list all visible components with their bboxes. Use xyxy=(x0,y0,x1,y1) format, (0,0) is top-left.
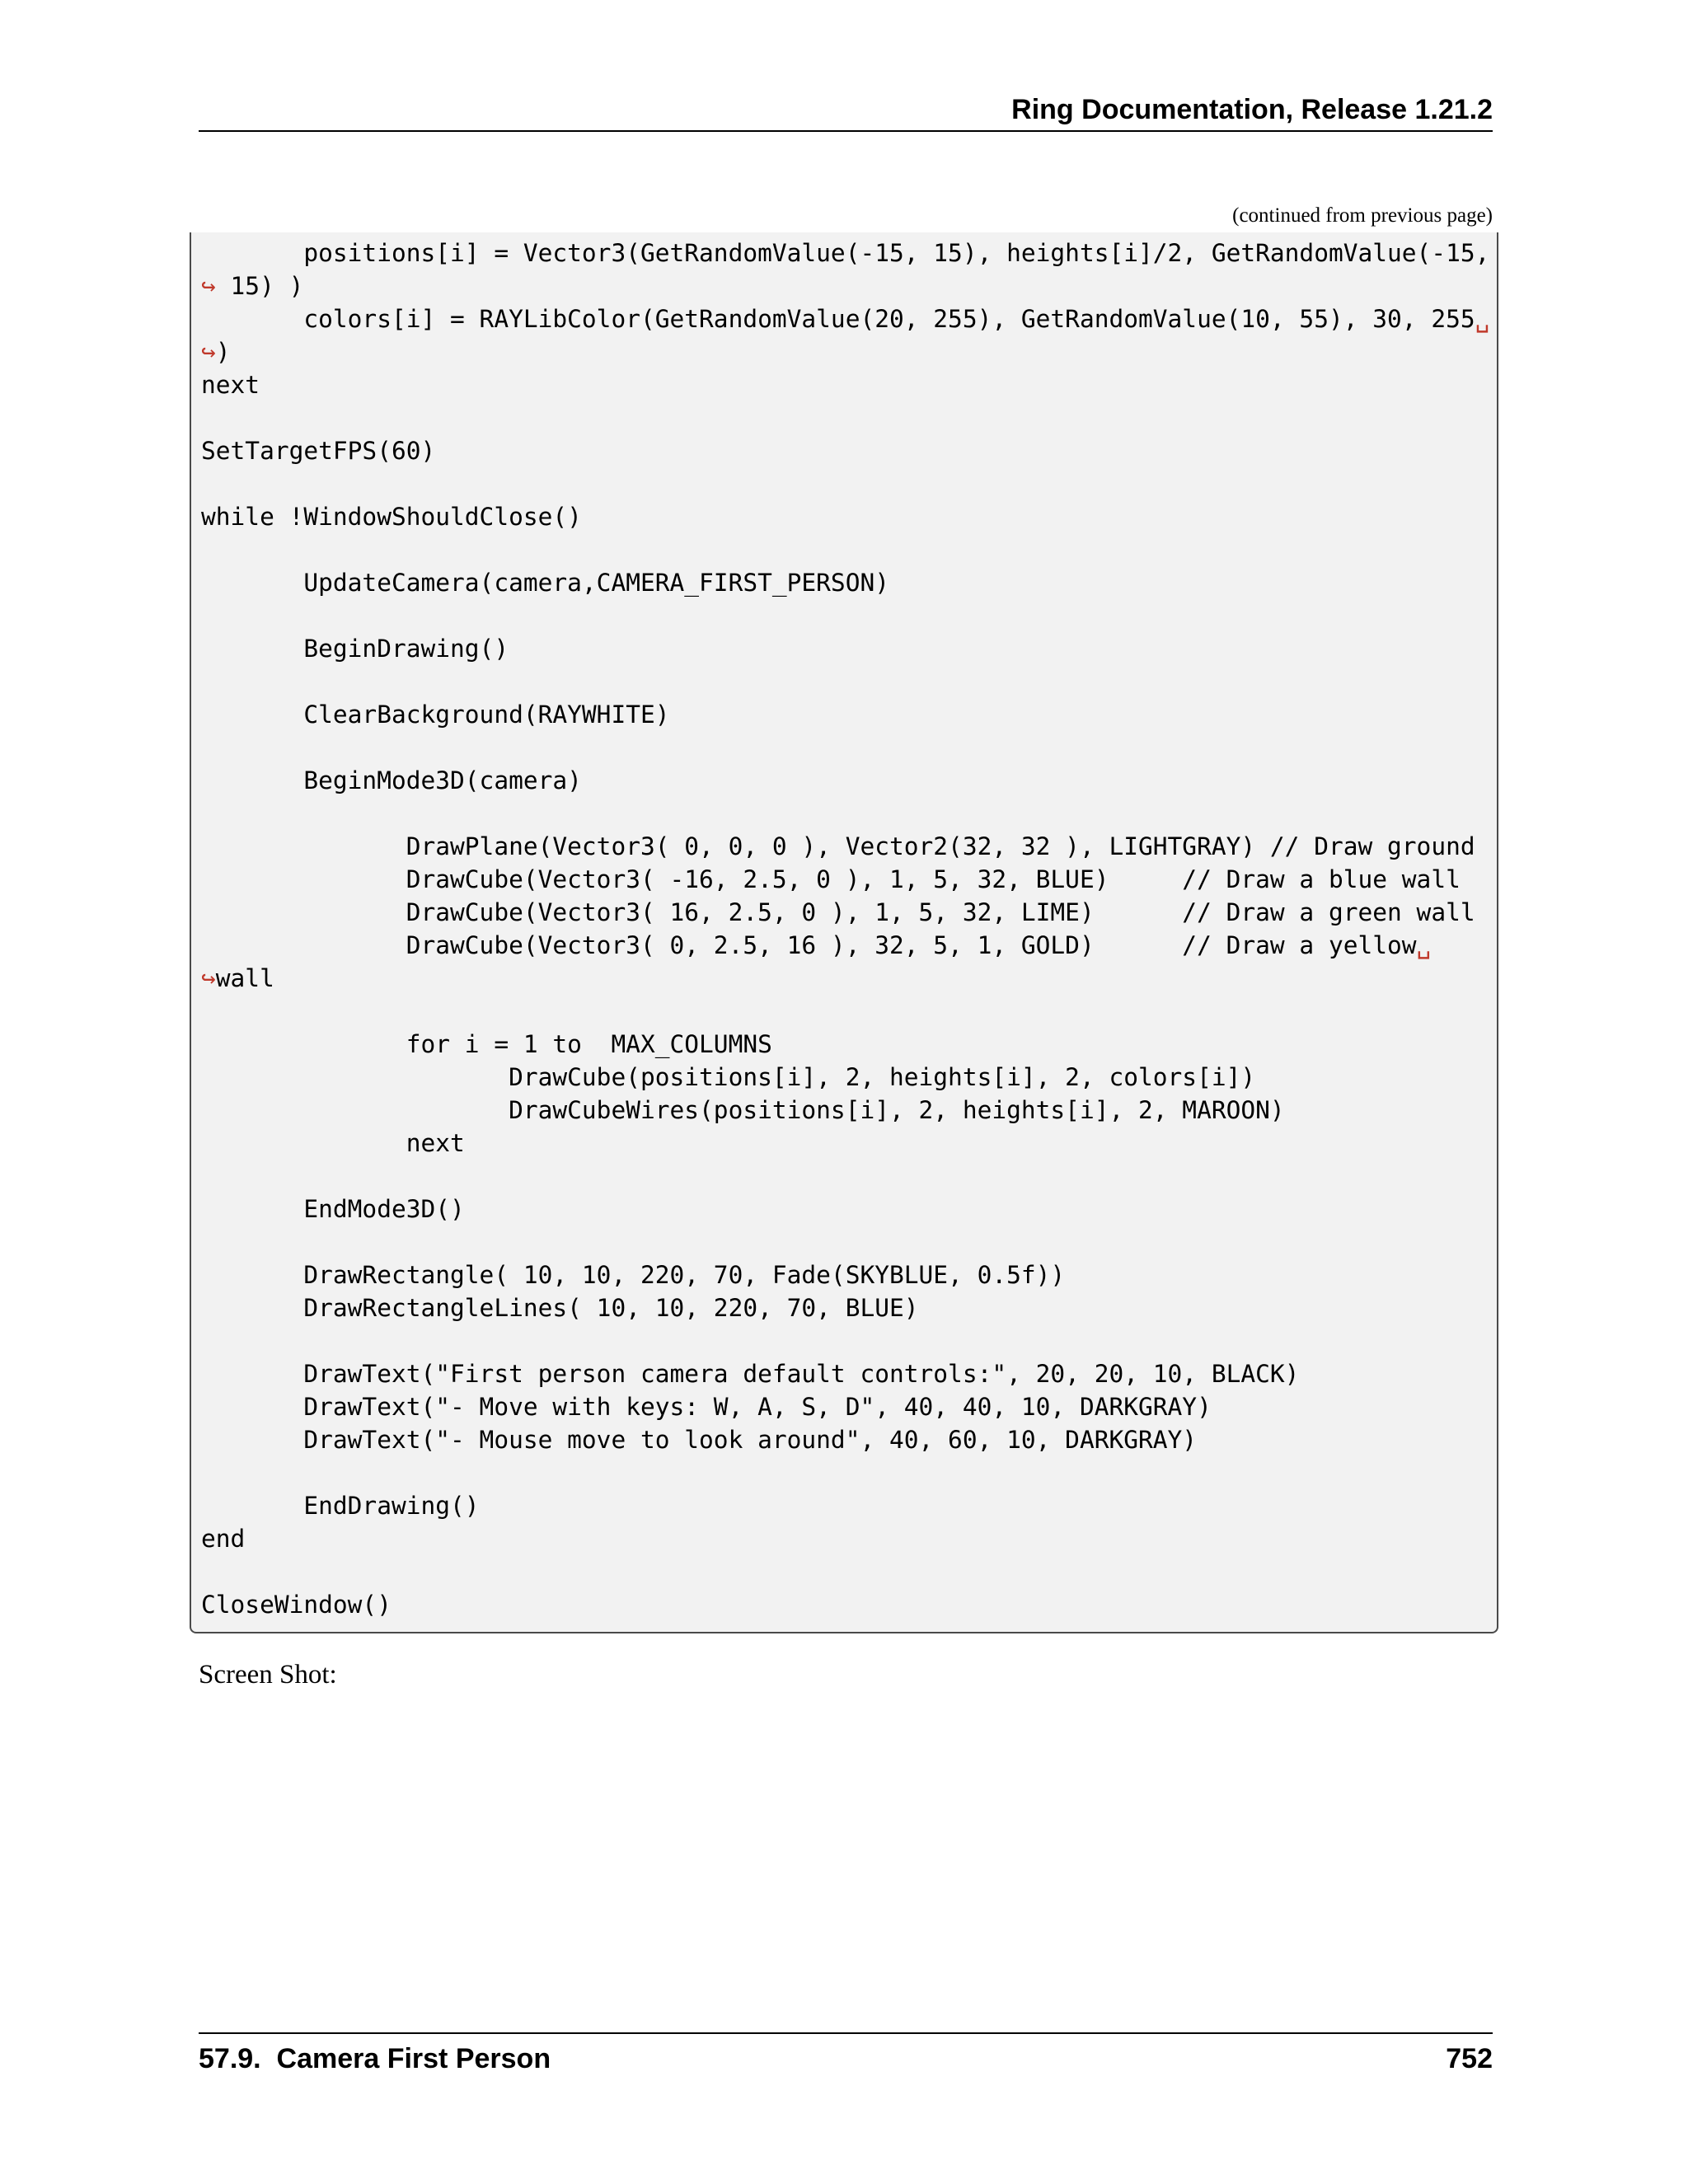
code-line: next xyxy=(406,1129,465,1157)
code-line: CloseWindow() xyxy=(201,1591,392,1619)
code-line: DrawCube(Vector3( 16, 2.5, 0 ), 1, 5, 32, LIME) // Draw a green wall xyxy=(406,898,1475,926)
code-line: DrawPlane(Vector3( 0, 0, 0 ), Vector2(32, 32 ), LIGHTGRAY) // Draw ground xyxy=(406,832,1475,860)
line-continuation-marker: ↪ xyxy=(201,338,216,366)
code-line: ClearBackground(RAYWHITE) xyxy=(303,701,670,729)
code-line: DrawText("- Mouse move to look around", 40, 60, 10, DARKGRAY) xyxy=(303,1426,1198,1454)
code-line: for i = 1 to MAX_COLUMNS xyxy=(406,1030,772,1058)
code-line: BeginMode3D(camera) xyxy=(303,766,582,794)
page-number: 752 xyxy=(1446,2043,1493,2074)
code-line: DrawText("- Move with keys: W, A, S, D", 40, 40, 10, DARKGRAY) xyxy=(303,1393,1212,1421)
code-line: next xyxy=(201,371,260,399)
document-title: Ring Documentation, Release 1.21.2 xyxy=(1011,94,1493,125)
code-line: SetTargetFPS(60) xyxy=(201,437,436,465)
code-line: BeginDrawing() xyxy=(303,635,509,663)
code-line: colors[i] = RAYLibColor(GetRandomValue(20, 255), GetRandomValue(10, 55), 30, 255␣ xyxy=(303,305,1490,333)
line-continuation-marker: ␣ xyxy=(1416,931,1432,959)
page-footer xyxy=(199,2032,1493,2080)
code-line: EndDrawing() xyxy=(303,1492,480,1520)
code-line: positions[i] = Vector3(GetRandomValue(-15, 15), heights[i]/2, GetRandomValue(-15, xyxy=(303,239,1490,267)
code-line: DrawCube(Vector3( 0, 2.5, 16 ), 32, 5, 1, GOLD) // Draw a yellow␣ xyxy=(406,931,1432,959)
continued-note: (continued from previous page) xyxy=(1232,204,1493,227)
code-line: DrawCube(Vector3( -16, 2.5, 0 ), 1, 5, 32, BLUE) // Draw a blue wall xyxy=(406,865,1461,893)
code-line: DrawRectangleLines( 10, 10, 220, 70, BLUE) xyxy=(303,1294,919,1322)
code-line: DrawText("First person camera default controls:", 20, 20, 10, BLACK) xyxy=(303,1360,1300,1388)
code-line: end xyxy=(201,1525,246,1553)
code-line: DrawCubeWires(positions[i], 2, heights[i], 2, MAROON) xyxy=(509,1096,1285,1124)
line-continuation-marker: ␣ xyxy=(1475,305,1490,333)
code-line: ↪) xyxy=(201,338,231,366)
line-continuation-marker: ↪ xyxy=(201,272,216,300)
code-line: EndMode3D() xyxy=(303,1195,465,1223)
code-line: while !WindowShouldClose() xyxy=(201,503,582,531)
line-continuation-marker: ↪ xyxy=(201,964,216,992)
code-line: DrawCube(positions[i], 2, heights[i], 2, colors[i]) xyxy=(509,1063,1256,1091)
code-line: UpdateCamera(camera,CAMERA_FIRST_PERSON) xyxy=(303,569,889,597)
code-line: DrawRectangle( 10, 10, 220, 70, Fade(SKYBLUE, 0.5f)) xyxy=(303,1261,1066,1289)
page-header xyxy=(199,89,1493,132)
code-line: ↪wall xyxy=(201,964,274,992)
code-block xyxy=(190,232,1498,1633)
screen-shot-label: Screen Shot: xyxy=(199,1660,337,1690)
code-line: ↪ 15) ) xyxy=(201,272,304,300)
code-listing xyxy=(201,237,1489,1621)
footer-section-title: 57.9. Camera First Person xyxy=(199,2043,551,2074)
